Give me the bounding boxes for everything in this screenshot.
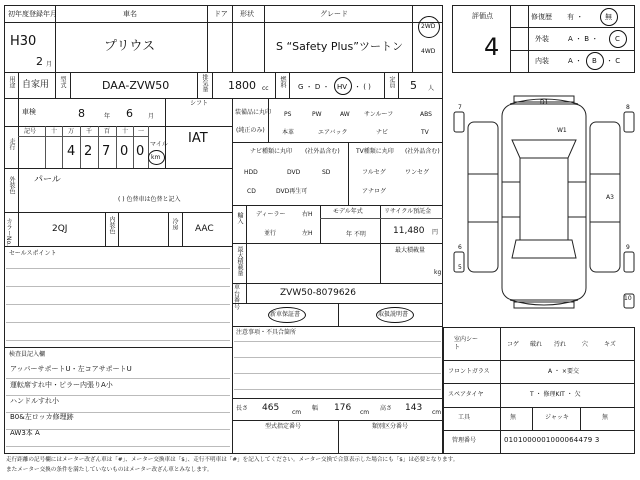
digit-header-0: 記号 [24, 128, 37, 135]
fuel-options: G ・ D ・ [298, 83, 330, 91]
navi-hdd: HDD [244, 169, 258, 176]
spare-tire-label: スペアタイヤ [448, 391, 484, 398]
recycle-label: リサイクル預託金 [384, 208, 432, 215]
seat-item-scratch: キズ [604, 341, 616, 348]
height-value: 143 [405, 403, 423, 413]
tv-analog: アナログ [362, 188, 387, 195]
inspection-month: 6 [126, 107, 133, 120]
model-year-label: モデル年式 [333, 208, 363, 215]
width-value: 176 [334, 403, 352, 413]
spare-tire-value: T ・ 修理KIT ・ 欠 [530, 391, 581, 398]
inspector-line-4: B0&左ロッカ修理跡 [10, 413, 74, 421]
equip-sunroof: サンルーフ [364, 111, 394, 118]
ac-label: 冷房 [171, 218, 178, 230]
capacity-value: 5 [410, 79, 417, 92]
inspector-line-1: アッパーサポートU・左コアサポートU [10, 365, 132, 373]
digit-header-5: 十 [122, 128, 129, 135]
width-unit: cm [360, 409, 370, 416]
import-left: 左H [302, 230, 313, 237]
digit-header-3: 千 [86, 128, 93, 135]
diagram-mark-w1: W1 [557, 127, 567, 134]
digit-header-1: 十 [51, 128, 58, 135]
tire-number-10: 10 [624, 295, 632, 302]
interior-color-label: 内装色 [108, 216, 115, 234]
tv-type-sub: (社外品含む) [405, 148, 440, 155]
diagram-mark-a3: A3 [606, 194, 614, 201]
equipment-sub: (純正のみ) [236, 127, 265, 134]
exterior-grade-options: A ・ B ・ [568, 35, 599, 43]
digit-header-6: 一 [138, 128, 145, 135]
width-label: 幅 [312, 405, 319, 412]
color-no-label: カラーNo. [5, 218, 12, 246]
tire-number-6: 6 [458, 244, 462, 251]
seat-item-tear: 破れ [530, 341, 543, 348]
inspector-label: 検査員記入欄 [9, 351, 46, 358]
recycle-unit: 円 [432, 229, 439, 236]
height-label: 高さ [380, 405, 393, 412]
inspection-label: 車検 [22, 108, 36, 116]
type-value: DAA-ZVW50 [102, 79, 170, 92]
warranty-label: 新車保証書 [270, 311, 301, 318]
tire-number-9: 9 [626, 244, 630, 251]
type-spec-label: 型式指定番号 [265, 423, 302, 430]
usage-value: 自家用 [22, 80, 50, 90]
color-no-value: 2QJ [52, 224, 68, 234]
interior-grade-options: A ・ [568, 57, 583, 65]
car-damage-diagram [450, 82, 638, 322]
capacity-unit: 人 [428, 85, 435, 92]
navi-type-title: ナビ種類に丸印 [250, 148, 293, 155]
interior-grade-label: 内装 [535, 57, 549, 65]
score-value: 4 [484, 33, 500, 61]
equipment-label: 装備品に丸印 [235, 109, 272, 116]
tools-value: 無 [510, 414, 517, 421]
name-label: 車名 [123, 10, 137, 18]
import-right: 右H [302, 211, 313, 218]
drive-4wd: 4WD [421, 48, 436, 55]
month-value: 2 [36, 55, 43, 68]
front-glass-value: A ・ ×要交 [548, 368, 579, 375]
mileage-digit-3: 7 [102, 144, 111, 159]
fuel-tail: ・ ( ) [354, 83, 371, 91]
inspector-line-5: AW3本 A [10, 429, 40, 437]
inspection-month-unit: 月 [148, 113, 155, 120]
inspection-year: 8 [78, 107, 85, 120]
navi-cd: CD [247, 188, 256, 195]
grade-label: グレード [320, 10, 348, 18]
mgmt-number-label: 管理番号 [452, 437, 477, 444]
mileage-label: 走行 [8, 138, 15, 150]
repair-none: 無 [605, 13, 612, 21]
chassis-value: ZVW50-8079626 [280, 288, 357, 298]
equip-navi: ナビ [376, 129, 389, 136]
equip-ps: PS [284, 111, 292, 118]
shift-label: シフト [190, 100, 209, 107]
exterior-color-label: 外装色 [8, 176, 15, 194]
tv-oneseg: ワンセグ [405, 169, 430, 176]
seat-label: 室内シート [454, 336, 479, 351]
navi-dvd-play: DVD再生可 [276, 188, 308, 195]
shift-value: IAT [188, 131, 208, 146]
exterior-grade-value: C [615, 35, 620, 43]
displacement-label: 排気量 [201, 74, 208, 92]
footer-line-2: またメーター交換の条件を満たしていないものはメーター改ざん車とみなします。 [6, 467, 213, 473]
mileage-digit-4: 0 [120, 144, 129, 159]
equip-abs: ABS [420, 111, 432, 118]
mileage-digit-1: 4 [67, 144, 76, 159]
score-label: 評価点 [472, 12, 493, 20]
notes-label: 注意事項・不具合箇所 [236, 329, 297, 336]
diagram-mark-d1: D1 [540, 99, 549, 106]
seat-item-hole: 穴 [582, 341, 589, 348]
mileage-digit-5: 0 [136, 144, 145, 159]
displacement-unit: cc [262, 85, 269, 92]
interior-grade-tail: ・ C [606, 57, 621, 65]
repair-label: 修復歴 [531, 13, 552, 21]
capacity-label: 定員 [388, 76, 395, 88]
import-label: 輸入 [236, 212, 243, 224]
import-dealer: ディーラー [256, 211, 286, 218]
grade-value: S “Safety Plus”ツートン [276, 40, 403, 53]
tire-number-5: 5 [458, 264, 462, 271]
tire-number-7: 7 [458, 104, 462, 111]
interior-grade-value: B [592, 57, 597, 65]
seat-item-burn: コゲ [507, 341, 520, 348]
mileage-digit-2: 2 [84, 144, 93, 159]
ac-value: AAC [195, 224, 214, 234]
seat-item-dirt: 汚れ [554, 341, 567, 348]
mgmt-number-value: 0101000001000064479 3 [504, 436, 600, 444]
fuel-label: 燃料 [279, 76, 286, 88]
equip-tv: TV [421, 129, 429, 136]
digit-header-2: 万 [68, 128, 75, 135]
model-year-value: 年 不明 [346, 231, 366, 238]
equip-airbag: エアバック [318, 129, 348, 136]
drive-2wd: 2WD [421, 23, 436, 30]
tire-number-8: 8 [626, 104, 630, 111]
navi-dvd: DVD [287, 169, 301, 176]
max-load-unit: kg [434, 269, 442, 276]
navi-type-sub: (社外品含む) [305, 148, 340, 155]
fuel-hv: HV [337, 83, 348, 91]
navi-sd: SD [322, 169, 331, 176]
recycle-value: 11,480 [393, 226, 425, 236]
jack-value: 無 [602, 414, 609, 421]
jack-label: ジャッキ [545, 414, 569, 421]
year-label: 初年度登録年月 [8, 10, 57, 18]
equip-aw: AW [340, 111, 350, 118]
displacement-value: 1800 [228, 79, 256, 92]
car-name-value: プリウス [104, 39, 156, 54]
digit-header-4: 百 [104, 128, 111, 135]
usage-side-label: 用途 [8, 76, 15, 88]
door-label: ドア [214, 10, 228, 18]
equip-leather: 本革 [282, 129, 295, 136]
tools-label: 工具 [458, 414, 471, 421]
length-unit: cm [292, 409, 302, 416]
class-label: 類別区分番号 [372, 423, 409, 430]
chassis-label: 車台番号 [234, 284, 241, 311]
tv-type-title: TV種類に丸印 [356, 148, 394, 155]
tv-fullseg: フルセグ [362, 169, 386, 176]
height-unit: cm [432, 409, 442, 416]
manual-label: 取扱説明書 [378, 311, 409, 318]
shape-label: 形状 [240, 10, 254, 18]
length-value: 465 [262, 403, 280, 413]
year-value: H30 [10, 34, 37, 49]
exterior-color-note: ( ) 色替車は色替と記入 [118, 196, 181, 203]
type-label: 型式 [59, 76, 66, 88]
km-unit: km [151, 154, 161, 161]
import-parallel: 並行 [264, 230, 277, 237]
max-load-label: 最大積載量 [395, 247, 426, 254]
sales-point-label: セールスポイント [9, 250, 57, 257]
inspection-year-unit: 年 [104, 113, 111, 120]
front-glass-label: フロントガラス [448, 368, 490, 375]
repair-options: 有 ・ [567, 13, 584, 21]
length-label: 長さ [236, 405, 249, 412]
inspector-line-3: ハンドルすれ小 [10, 397, 59, 405]
inspector-line-2: 運転席すれ中・ピラー内張りA小 [10, 381, 113, 389]
max-load-side-label: 最大積載量 [236, 246, 243, 276]
month-unit: 月 [46, 61, 53, 68]
equip-pw: PW [312, 111, 322, 118]
mile-unit: マイル [150, 141, 168, 148]
footer-line-1: 走行距離の記号欄にはメーター改ざん車は「#」、メーター交換車は「$」、走行不明車は「#」を記入してください。メーター交換で合算表示した場合にも「$」は必要となります。 [6, 457, 459, 463]
exterior-color-value: パール [34, 175, 61, 185]
exterior-grade-label: 外装 [535, 35, 549, 43]
